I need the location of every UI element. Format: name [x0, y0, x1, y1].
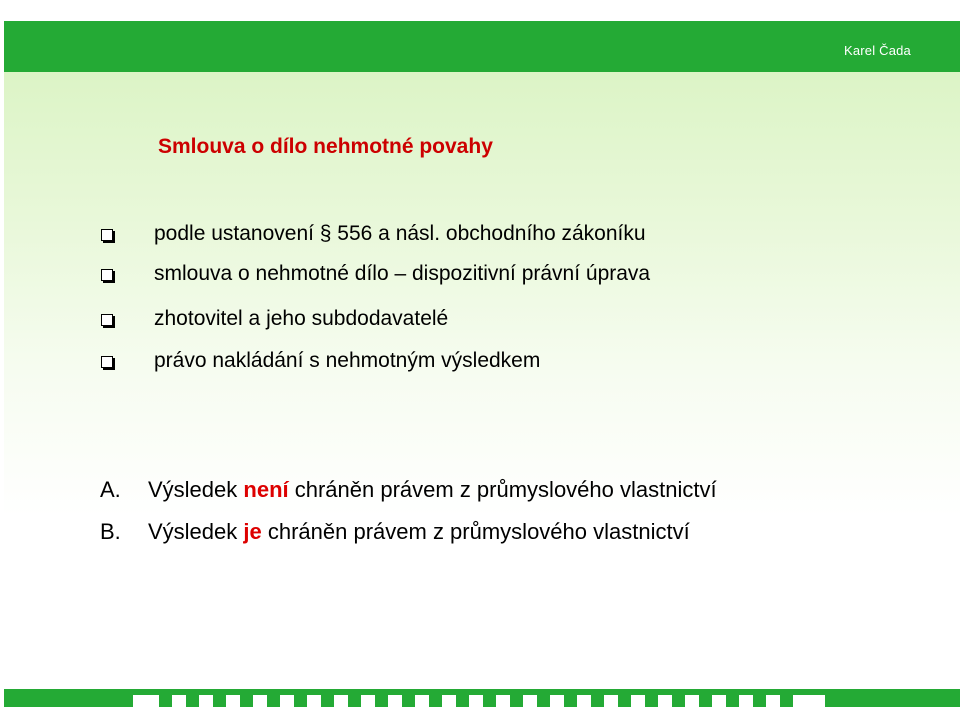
square-bullet-icon [101, 269, 113, 281]
footer-block [321, 689, 334, 707]
bullet-item [0, 346, 900, 376]
footer-block [537, 689, 550, 707]
footer-block [699, 689, 712, 707]
answer-b [100, 516, 690, 548]
footer-block [213, 689, 226, 707]
footer-block [456, 689, 469, 707]
footer-block [429, 689, 442, 707]
footer-block [4, 689, 133, 707]
footer-block [780, 689, 793, 707]
slide-body [4, 72, 960, 689]
footer-pattern [0, 689, 960, 711]
answer-letter: A. [100, 477, 121, 502]
footer-block [294, 689, 307, 707]
answer-prefix: Výsledek [148, 519, 244, 544]
footer-block [753, 689, 766, 707]
answer-emphasis: není [243, 477, 289, 502]
footer-block [402, 689, 415, 707]
bullet-item [0, 304, 900, 334]
footer-block [645, 689, 658, 707]
answer-a [100, 474, 717, 506]
bullet-text: právo nakládání s nehmotným výsledkem [154, 349, 541, 372]
footer-block [240, 689, 253, 707]
bullet-text: zhotovitel a jeho subdodavatelé [154, 307, 449, 330]
footer-block [483, 689, 496, 707]
footer-block [510, 689, 523, 707]
slide-title: Smlouva o dílo nehmotné povahy [158, 135, 493, 158]
header-band [4, 21, 960, 72]
footer-block [159, 689, 172, 707]
bullet-text: smlouva o nehmotné dílo – dispozitivní právní úprava [154, 262, 651, 285]
answer-prefix: Výsledek [148, 477, 244, 502]
footer-block [726, 689, 739, 707]
bullet-item [0, 219, 900, 249]
footer-block [672, 689, 685, 707]
answer-suffix: chráněn právem z průmyslového vlastnictví [288, 477, 717, 502]
footer-block [564, 689, 577, 707]
answer-emphasis: je [243, 519, 262, 544]
square-bullet-icon [101, 356, 113, 368]
bullet-text: podle ustanovení § 556 a násl. obchodního zákoníku [154, 222, 646, 245]
bullet-item [0, 259, 900, 289]
footer-block [591, 689, 604, 707]
footer-block [186, 689, 199, 707]
square-bullet-icon [101, 314, 113, 326]
square-bullet-icon [101, 229, 113, 241]
footer-block [348, 689, 361, 707]
footer-block [825, 689, 960, 707]
author-name: Karel Čada [843, 43, 911, 58]
answer-letter: B. [100, 519, 121, 544]
footer-block [618, 689, 631, 707]
footer-block [267, 689, 280, 707]
footer-block [375, 689, 388, 707]
answer-suffix: chráněn právem z průmyslového vlastnictví [261, 519, 690, 544]
